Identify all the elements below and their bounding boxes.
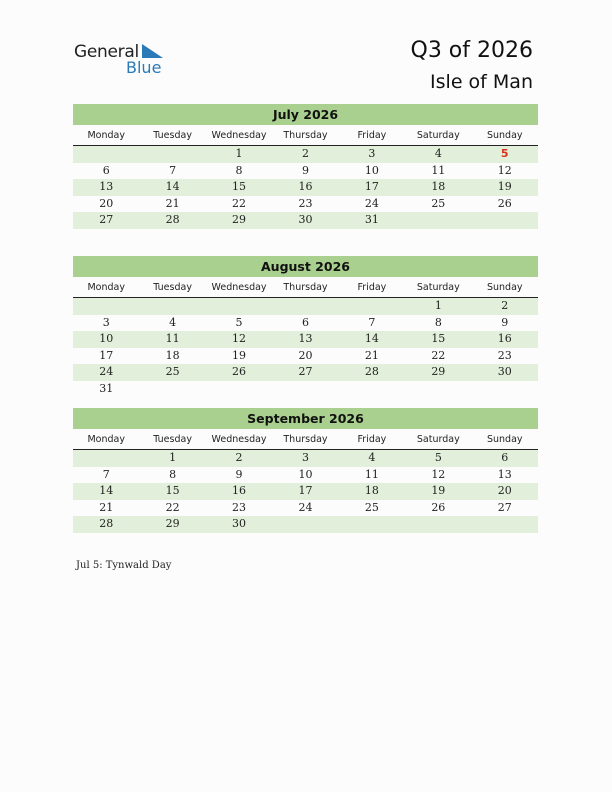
day-cell — [272, 516, 338, 533]
day-cell — [139, 298, 205, 315]
weekday-label: Saturday — [416, 434, 460, 445]
day-cell: 2 — [501, 299, 509, 312]
day-cell: 28 — [364, 365, 379, 378]
week-row — [73, 196, 538, 213]
holiday-day-cell: 5 — [500, 147, 509, 160]
page-subtitle: Isle of Man — [430, 71, 533, 93]
day-cell: 29 — [232, 213, 247, 226]
day-cell: 22 — [232, 196, 247, 210]
generalblue-logo — [74, 42, 174, 78]
day-cell: 24 — [364, 196, 379, 210]
weekday-label: Sunday — [486, 130, 523, 141]
day-cell: 16 — [232, 484, 247, 497]
day-cell: 12 — [232, 332, 247, 345]
day-cell — [405, 516, 471, 533]
week-row — [73, 348, 538, 365]
day-cell — [472, 212, 538, 229]
weekday-label: Thursday — [283, 282, 328, 293]
day-cell: 24 — [298, 500, 313, 514]
day-cell: 7 — [102, 467, 110, 481]
day-cell: 13 — [298, 332, 313, 345]
day-cell: 27 — [298, 365, 313, 378]
day-cell: 1 — [235, 147, 243, 160]
week-row — [73, 331, 538, 348]
day-cell: 1 — [434, 299, 442, 312]
weekday-label: Wednesday — [211, 434, 267, 445]
day-cell: 24 — [99, 365, 114, 378]
day-cell — [472, 381, 538, 398]
day-cell — [206, 298, 272, 315]
day-cell: 11 — [165, 332, 180, 345]
day-cell: 10 — [364, 163, 379, 177]
day-cell — [73, 146, 139, 163]
day-cell: 14 — [364, 332, 379, 345]
weekday-label: Monday — [87, 130, 125, 141]
weekday-header-row — [73, 280, 538, 298]
weekday-header-row — [73, 128, 538, 146]
day-cell: 14 — [165, 180, 180, 193]
day-cell: 14 — [99, 484, 114, 497]
weekday-label: Friday — [357, 130, 387, 141]
day-cell: 18 — [165, 348, 180, 362]
day-cell: 10 — [298, 467, 313, 481]
day-cell: 3 — [301, 451, 309, 464]
day-cell: 28 — [99, 517, 114, 530]
day-cell: 31 — [99, 381, 114, 395]
day-cell: 17 — [364, 180, 379, 193]
weekday-label: Sunday — [486, 282, 523, 293]
weekday-label: Tuesday — [153, 130, 192, 141]
day-cell — [206, 381, 272, 398]
day-cell: 31 — [364, 213, 379, 226]
day-cell — [272, 381, 338, 398]
month-header: September 2026 — [73, 408, 538, 429]
weekday-label: Monday — [87, 282, 125, 293]
day-cell: 25 — [165, 365, 180, 378]
week-row — [73, 483, 538, 500]
week-row — [73, 381, 538, 398]
day-cell: 23 — [232, 500, 247, 514]
weekday-label: Thursday — [283, 130, 328, 141]
day-cell: 27 — [497, 500, 512, 514]
day-cell: 9 — [301, 163, 309, 177]
weekday-label: Sunday — [486, 434, 523, 445]
day-cell — [339, 381, 405, 398]
day-cell: 12 — [431, 467, 446, 481]
day-cell — [73, 298, 139, 315]
day-cell: 22 — [431, 348, 446, 362]
day-cell: 30 — [497, 365, 512, 378]
day-cell: 1 — [169, 451, 177, 464]
day-cell: 20 — [99, 196, 114, 210]
week-row — [73, 146, 538, 163]
day-cell: 28 — [165, 213, 180, 226]
day-cell: 26 — [232, 365, 247, 378]
day-cell: 6 — [102, 163, 110, 177]
day-cell: 4 — [169, 315, 177, 329]
day-cell: 27 — [99, 213, 114, 226]
weekday-label: Saturday — [416, 282, 460, 293]
week-row — [73, 298, 538, 315]
month-calendar-july — [73, 104, 538, 229]
day-cell: 4 — [434, 147, 442, 160]
day-cell: 3 — [102, 315, 110, 329]
day-cell — [405, 212, 471, 229]
day-cell: 30 — [232, 517, 247, 530]
day-cell: 19 — [431, 484, 446, 497]
weekday-label: Tuesday — [153, 434, 192, 445]
day-cell: 10 — [99, 332, 114, 345]
weekday-label: Saturday — [416, 130, 460, 141]
holiday-notes: Jul 5: Tynwald Day — [76, 560, 172, 571]
day-cell: 25 — [364, 500, 379, 514]
day-cell: 25 — [431, 196, 446, 210]
day-cell — [339, 516, 405, 533]
day-cell: 13 — [497, 467, 512, 481]
day-cell: 23 — [497, 348, 512, 362]
day-cell: 23 — [298, 196, 313, 210]
month-header: July 2026 — [73, 104, 538, 125]
day-cell: 18 — [431, 180, 446, 193]
day-cell: 6 — [301, 315, 309, 329]
week-row — [73, 467, 538, 484]
day-cell: 16 — [497, 332, 512, 345]
day-cell: 20 — [298, 348, 313, 362]
day-cell: 11 — [364, 467, 379, 481]
day-cell: 20 — [497, 484, 512, 497]
day-cell: 21 — [364, 348, 379, 362]
day-cell: 9 — [501, 315, 509, 329]
week-row — [73, 163, 538, 180]
day-cell: 16 — [298, 180, 313, 193]
day-cell: 7 — [169, 163, 177, 177]
weekday-label: Thursday — [283, 434, 328, 445]
day-cell: 4 — [368, 451, 376, 464]
day-cell: 8 — [169, 467, 177, 481]
day-cell: 15 — [165, 484, 180, 497]
weekday-label: Wednesday — [211, 130, 267, 141]
day-cell — [272, 298, 338, 315]
weekday-label: Wednesday — [211, 282, 267, 293]
logo-text-general: General — [74, 42, 139, 62]
day-cell: 13 — [99, 180, 114, 193]
week-row — [73, 315, 538, 332]
week-row — [73, 500, 538, 517]
day-cell: 18 — [364, 484, 379, 497]
week-row — [73, 450, 538, 467]
day-cell: 7 — [368, 315, 376, 329]
day-cell: 21 — [99, 500, 114, 514]
week-row — [73, 516, 538, 533]
week-row — [73, 364, 538, 381]
weekday-header-row — [73, 432, 538, 450]
weekday-label: Friday — [357, 282, 387, 293]
day-cell — [405, 381, 471, 398]
day-cell: 3 — [368, 147, 376, 160]
day-cell: 26 — [431, 500, 446, 514]
day-cell: 6 — [501, 451, 509, 464]
month-calendar-august — [73, 256, 538, 397]
day-cell: 2 — [301, 147, 309, 160]
day-cell: 30 — [298, 213, 313, 226]
day-cell — [139, 381, 205, 398]
day-cell: 15 — [232, 180, 247, 193]
day-cell — [339, 298, 405, 315]
day-cell — [139, 146, 205, 163]
day-cell: 19 — [232, 348, 247, 362]
week-row — [73, 179, 538, 196]
day-cell — [73, 450, 139, 467]
day-cell: 15 — [431, 332, 446, 345]
day-cell: 29 — [165, 517, 180, 530]
month-header: August 2026 — [73, 256, 538, 277]
day-cell: 29 — [431, 365, 446, 378]
day-cell: 19 — [497, 180, 512, 193]
day-cell: 8 — [235, 163, 243, 177]
weekday-label: Tuesday — [153, 282, 192, 293]
day-cell: 22 — [165, 500, 180, 514]
day-cell: 21 — [165, 196, 180, 210]
weekday-label: Friday — [357, 434, 387, 445]
weekday-label: Monday — [87, 434, 125, 445]
day-cell: 9 — [235, 467, 243, 481]
day-cell — [472, 516, 538, 533]
week-row — [73, 212, 538, 229]
day-cell: 5 — [235, 315, 243, 329]
day-cell: 26 — [497, 196, 512, 210]
logo-text-blue: Blue — [126, 58, 162, 77]
day-cell: 8 — [434, 315, 442, 329]
day-cell: 17 — [298, 484, 313, 497]
page-title: Q3 of 2026 — [410, 38, 533, 63]
day-cell: 11 — [431, 163, 446, 177]
day-cell: 2 — [235, 451, 243, 464]
day-cell: 5 — [434, 451, 442, 464]
day-cell: 12 — [497, 163, 512, 177]
month-calendar-september — [73, 408, 538, 533]
day-cell: 17 — [99, 348, 114, 362]
